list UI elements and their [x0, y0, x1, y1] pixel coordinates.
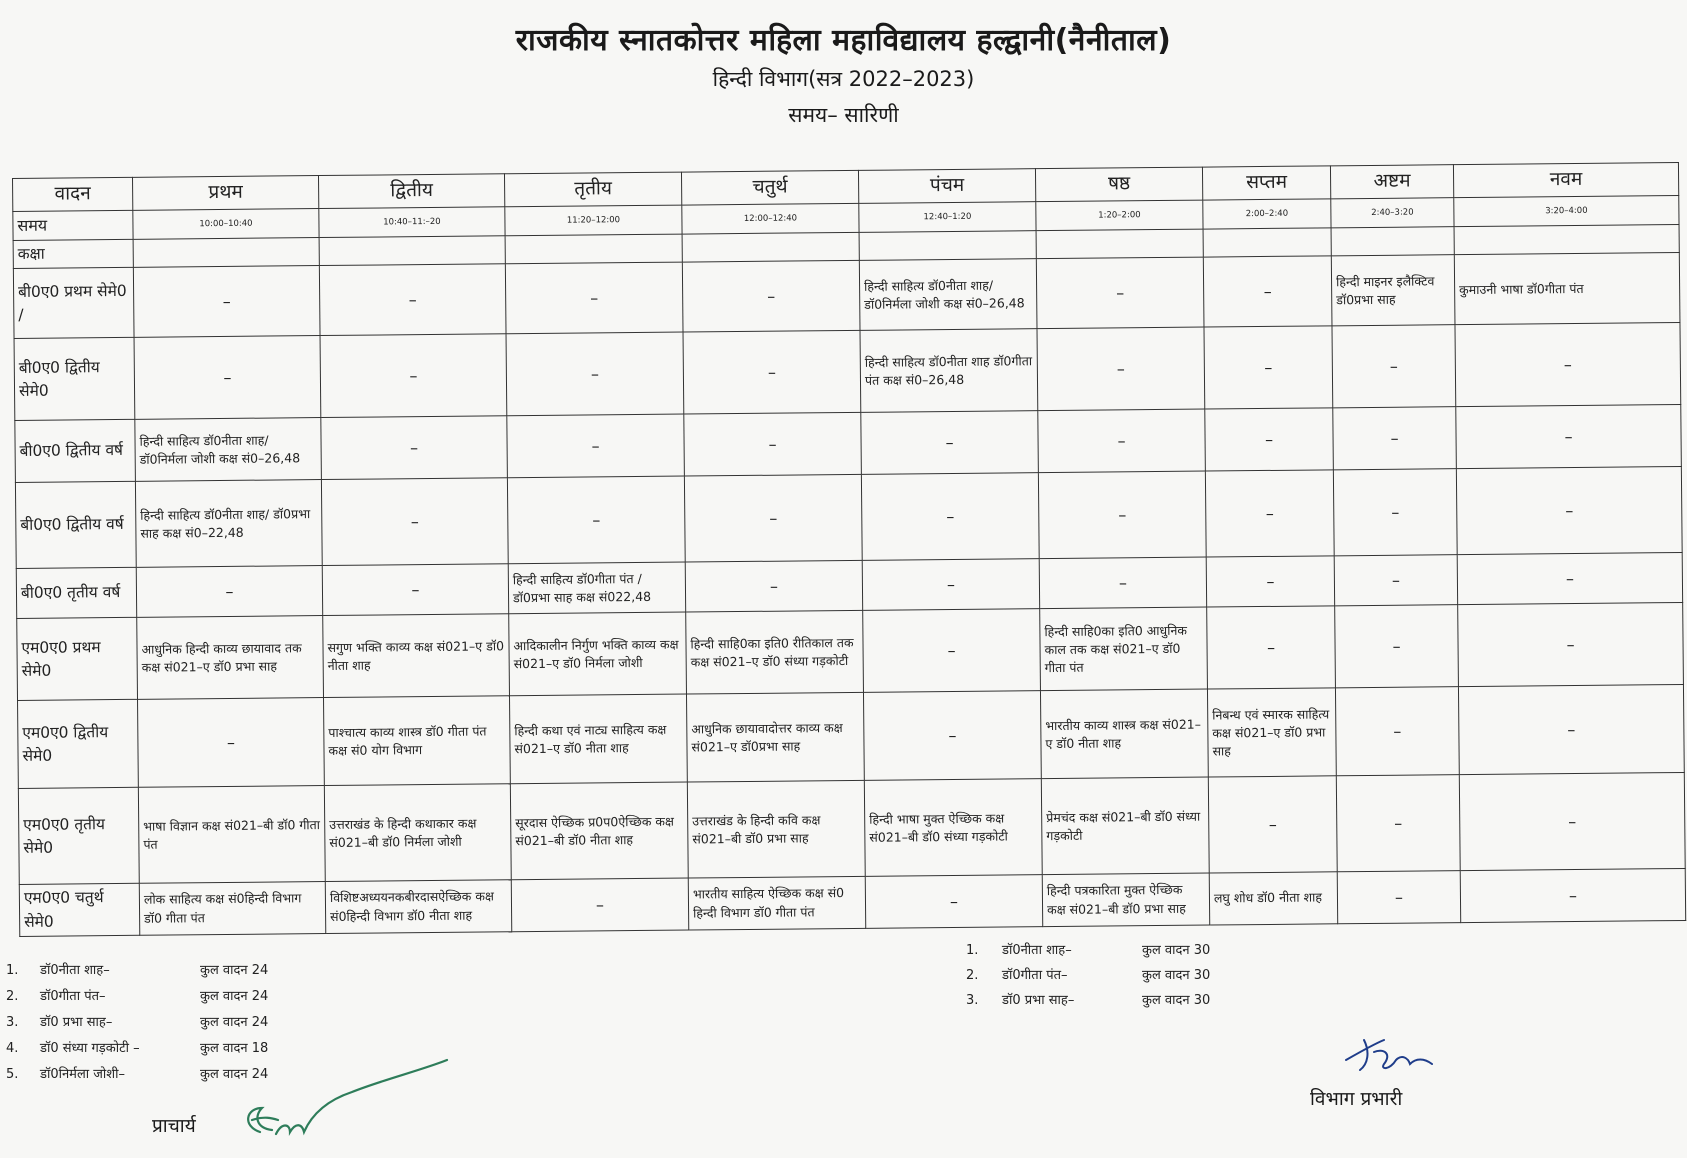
faculty-name: डॉ0 प्रभा साह– [1002, 993, 1075, 1008]
class-row [18, 773, 1685, 885]
no-class-cell: – [1332, 325, 1456, 408]
lecture-cell: विशिष्टअध्ययनकबीरदासऐच्छिक कक्ष सं0हिन्दी विभाग डॉ0 नीता शाह [325, 880, 511, 933]
empty-cell [859, 231, 1036, 261]
period-total: कुल वादन 30 [1142, 993, 1211, 1008]
lecture-cell: लोक साहित्य कक्ष सं0हिन्दी विभाग डॉ0 गीता पंत [139, 882, 325, 935]
time-slot: 10:00–10:40 [133, 209, 319, 240]
lecture-cell: हिन्दी साहित्य डॉ0गीता पंत / डॉ0प्रभा साह कक्ष सं022,48 [508, 562, 685, 614]
faculty-name: डॉ0नीता शाह– [1002, 943, 1072, 958]
lecture-cell: आदिकालीन निर्गुण भक्ति काव्य कक्ष सं021–ए डॉ0 निर्मला जोशी [509, 612, 687, 696]
no-class-cell: – [1335, 605, 1459, 688]
class-row [17, 603, 1684, 701]
no-class-cell: – [684, 413, 862, 477]
faculty-name: डॉ0 प्रभा साह– [40, 1015, 113, 1030]
no-class-cell: – [319, 264, 506, 336]
no-class-cell: – [1207, 606, 1336, 689]
time-slot: 12:00–12:40 [682, 203, 859, 234]
department-session: हिन्दी विभाग(सत्र 2022–2023) [712, 67, 975, 91]
time-slot: 2:00–2:40 [1203, 199, 1331, 229]
no-class-cell: – [506, 332, 684, 416]
lecture-cell: हिन्दी साहित्य डॉ0नीता शाह डॉ0गीता पंत कक्ष सं0–26,48 [860, 329, 1038, 413]
empty-cell [505, 234, 682, 264]
no-class-cell: – [863, 609, 1041, 693]
row-number: 2. [966, 968, 979, 983]
period-header: सप्तम [1202, 166, 1330, 200]
lecture-cell: हिन्दी कथा एवं नाट्य साहित्य कक्ष सं021–ए डॉ0 नीता शाह [509, 694, 687, 784]
lecture-cell: हिन्दी साहित्य डॉ0नीता शाह/ डॉ0प्रभा साह कक्ष सं0–22,48 [135, 480, 322, 568]
college-title: राजकीय स्नातकोत्तर महिला महाविद्यालय हल्द्वानी(नैनीताल) [515, 23, 1172, 58]
no-class-cell: – [1459, 773, 1685, 871]
empty-cell [133, 238, 319, 268]
empty-cell [1454, 225, 1679, 255]
no-class-cell: – [861, 473, 1039, 561]
time-slot: 10:40–11:–20 [319, 207, 505, 238]
lecture-cell: हिन्दी साहित्य डॉ0नीता शाह/ डॉ0निर्मला जोशी कक्ष सं0–26,48 [135, 418, 322, 482]
document-header [0, 18, 1687, 129]
row-number: 2. [6, 989, 19, 1004]
no-class-cell: – [1208, 776, 1337, 873]
faculty-total-row [6, 960, 268, 978]
time-slot: 1:20–2:00 [1036, 200, 1203, 231]
no-class-cell: – [511, 878, 688, 931]
empty-cell [1331, 227, 1454, 256]
no-class-cell: – [507, 414, 685, 478]
faculty-total-row [6, 1012, 268, 1030]
department-head-signature [1334, 1030, 1464, 1080]
lecture-cell: हिन्दी माइनर इलैक्टिव डॉ0प्रभा साह [1331, 255, 1455, 326]
faculty-name: डॉ0गीता पंत– [40, 989, 106, 1004]
period-header: चतुर्थ [681, 170, 858, 205]
period-header: वादन [13, 177, 133, 211]
no-class-cell: – [1333, 469, 1457, 556]
period-total: कुल वादन 24 [200, 963, 269, 978]
no-class-cell: – [1333, 407, 1457, 470]
lecture-cell: उत्तराखंड के हिन्दी कवि कक्ष सं021–बी डॉ0 प्रभा साह [687, 781, 865, 879]
row-number: 3. [966, 993, 979, 1008]
class-name: बी0ए0 द्वितीय वर्ष [15, 482, 136, 569]
no-class-cell: – [1455, 323, 1681, 407]
no-class-cell: – [320, 334, 507, 418]
no-class-cell: – [321, 416, 508, 480]
empty-cell [319, 236, 505, 266]
period-header: प्रथम [132, 176, 318, 211]
period-total: कुल वादन 30 [1142, 943, 1211, 958]
class-name: एम0ए0 द्वितीय सेमे0 [18, 700, 139, 789]
faculty-total-row [966, 965, 1210, 983]
time-slot: 2:40–3:20 [1331, 198, 1454, 228]
no-class-cell: – [134, 336, 321, 420]
no-class-cell: – [1458, 685, 1684, 775]
time-slot: 11:20–12:00 [505, 205, 682, 236]
time-slot: 3:20–4:00 [1454, 196, 1679, 227]
lecture-cell: लघु शोध डॉ0 नीता शाह [1209, 872, 1337, 925]
period-header: पंचम [858, 169, 1035, 204]
period-total: कुल वादन 24 [200, 1067, 269, 1082]
lecture-cell: हिन्दी पत्रकारिता मुक्त ऐच्छिक कक्ष सं021–बी डॉ0 प्रभा साह [1042, 873, 1209, 926]
no-class-cell: – [863, 691, 1041, 781]
timetable-body [13, 253, 1685, 936]
no-class-cell: – [507, 476, 685, 564]
no-class-cell: – [1337, 871, 1460, 924]
lecture-cell: पाश्चात्य काव्य शास्त्र डॉ0 गीता पंत कक्ष सं0 योग विभाग [324, 696, 511, 786]
no-class-cell: – [1456, 405, 1682, 469]
class-name: बी0ए0 द्वितीय सेमे0 [14, 338, 135, 421]
period-header: तृतीय [504, 172, 681, 207]
time-label: समय [13, 210, 133, 240]
no-class-cell: – [1038, 471, 1206, 559]
class-row [18, 685, 1685, 789]
no-class-cell: – [1036, 257, 1204, 329]
class-name: एम0ए0 प्रथम सेमे0 [17, 618, 138, 701]
lecture-cell: निबन्ध एवं स्मारक साहित्य कक्ष सं021–ए डॉ0 प्रभा साह [1207, 688, 1336, 777]
no-class-cell: – [1037, 327, 1205, 411]
lecture-cell: सूरदास ऐच्छिक प्र0प0ऐच्छिक कक्ष सं021–बी डॉ0 नीता शाह [510, 782, 688, 880]
no-class-cell: – [1460, 869, 1685, 923]
period-header: अष्टम [1330, 165, 1453, 199]
no-class-cell: – [133, 266, 320, 338]
faculty-total-row [6, 1038, 268, 1056]
no-class-cell: – [1458, 603, 1684, 687]
period-header: द्वितीय [318, 174, 504, 209]
class-name: एम0ए0 चतुर्थ सेमे0 [19, 884, 139, 937]
row-number: 1. [966, 943, 979, 958]
principal-signature [232, 1030, 462, 1158]
no-class-cell: – [1205, 470, 1334, 557]
no-class-cell: – [138, 698, 325, 788]
no-class-cell: – [1206, 556, 1334, 607]
timetable [12, 162, 1686, 937]
no-class-cell: – [1203, 256, 1332, 327]
lecture-cell: कुमाउनी भाषा डॉ0गीता पंत [1454, 253, 1680, 325]
no-class-cell: – [861, 411, 1039, 475]
lecture-cell: हिन्दी भाषा मुक्त ऐच्छिक कक्ष सं021–बी डॉ0 संध्या गड़कोटी [864, 779, 1042, 877]
faculty-total-row [966, 990, 1210, 1008]
no-class-cell: – [322, 564, 508, 616]
no-class-cell: – [862, 559, 1039, 611]
no-class-cell: – [136, 566, 322, 618]
no-class-cell: – [683, 331, 861, 415]
class-name: बी0ए0 द्वितीय वर्ष [15, 420, 136, 483]
faculty-name: डॉ0नीता शाह– [40, 963, 110, 978]
row-number: 1. [6, 963, 19, 978]
lecture-cell: हिन्दी साहित्य डॉ0नीता शाह/डॉ0निर्मला जोशी कक्ष सं0–26,48 [859, 259, 1037, 331]
faculty-total-row [6, 986, 268, 1004]
class-name: बी0ए0 प्रथम सेमे0 / [13, 268, 134, 339]
no-class-cell: – [505, 262, 683, 334]
row-number: 4. [6, 1041, 19, 1056]
empty-cell [682, 232, 859, 262]
class-row [14, 323, 1681, 421]
no-class-cell: – [684, 475, 862, 563]
period-header: षष्ठ [1035, 167, 1202, 202]
period-total: कुल वादन 30 [1142, 968, 1211, 983]
class-row [15, 467, 1682, 569]
lecture-cell: भारतीय साहित्य ऐच्छिक कक्ष सं0 हिन्दी विभाग डॉ0 गीता पंत [688, 877, 865, 930]
lecture-cell: सगुण भक्ति काव्य कक्ष सं021–ए डॉ0 नीता शाह [323, 614, 510, 698]
faculty-name: डॉ0निर्मला जोशी– [40, 1067, 125, 1082]
class-label: कक्षा [13, 239, 133, 268]
no-class-cell: – [865, 875, 1042, 928]
period-total: कुल वादन 24 [200, 989, 269, 1004]
period-total: कुल वादन 24 [200, 1015, 269, 1030]
empty-cell [1036, 229, 1203, 259]
lecture-cell: भाषा विज्ञान कक्ष सं021–बी डॉ0 गीता पंत [138, 786, 325, 884]
no-class-cell: – [321, 478, 508, 566]
row-number: 3. [6, 1015, 19, 1030]
timetable-heading: समय– सारिणी [788, 103, 899, 127]
time-slot: 12:40–1:20 [859, 202, 1036, 233]
principal-label: प्राचार्य [152, 1115, 196, 1137]
lecture-cell: आधुनिक हिन्दी काव्य छायावाद तक कक्ष सं021–ए डॉ0 प्रभा साह [137, 616, 324, 700]
class-name: एम0ए0 तृतीय सेमे0 [18, 788, 139, 885]
no-class-cell: – [682, 261, 860, 333]
faculty-name: डॉ0 संध्या गड़कोटी – [40, 1041, 140, 1056]
no-class-cell: – [685, 561, 862, 613]
faculty-total-row [6, 1064, 268, 1082]
no-class-cell: – [1204, 326, 1333, 409]
no-class-cell: – [1456, 467, 1682, 555]
lecture-cell: हिन्दी साहि0का इति0 रीतिकाल तक कक्ष सं021–ए डॉ0 संध्या गड़कोटी [686, 611, 864, 695]
lecture-cell: आधुनिक छायावादोत्तर काव्य कक्ष सं021–ए डॉ0प्रभा साह [686, 693, 864, 783]
no-class-cell: – [1457, 553, 1682, 605]
no-class-cell: – [1334, 555, 1457, 606]
row-number: 5. [6, 1067, 19, 1082]
lecture-cell: उत्तराखंड के हिन्दी कथाकार कक्ष सं021–बी डॉ0 निर्मला जोशी [324, 784, 511, 882]
department-head-label: विभाग प्रभारी [1310, 1088, 1403, 1110]
period-total: कुल वादन 18 [200, 1041, 269, 1056]
period-header: नवम [1453, 163, 1678, 198]
no-class-cell: – [1336, 775, 1460, 872]
no-class-cell: – [1039, 557, 1206, 609]
no-class-cell: – [1038, 409, 1206, 473]
faculty-name: डॉ0गीता पंत– [1002, 968, 1068, 983]
class-name: बी0ए0 तृतीय वर्ष [16, 568, 136, 619]
no-class-cell: – [1205, 408, 1334, 471]
lecture-cell: हिन्दी साहि0का इति0 आधुनिक काल तक कक्ष सं021–ए डॉ0 गीता पंत [1040, 607, 1208, 691]
lecture-cell: भारतीय काव्य शास्त्र कक्ष सं021–ए डॉ0 नीता शाह [1040, 689, 1208, 779]
no-class-cell: – [1335, 687, 1459, 776]
lecture-cell: प्रेमचंद कक्ष सं021–बी डॉ0 संध्या गड़कोटी [1041, 777, 1209, 875]
empty-cell [1203, 228, 1331, 257]
faculty-total-row [966, 940, 1210, 958]
